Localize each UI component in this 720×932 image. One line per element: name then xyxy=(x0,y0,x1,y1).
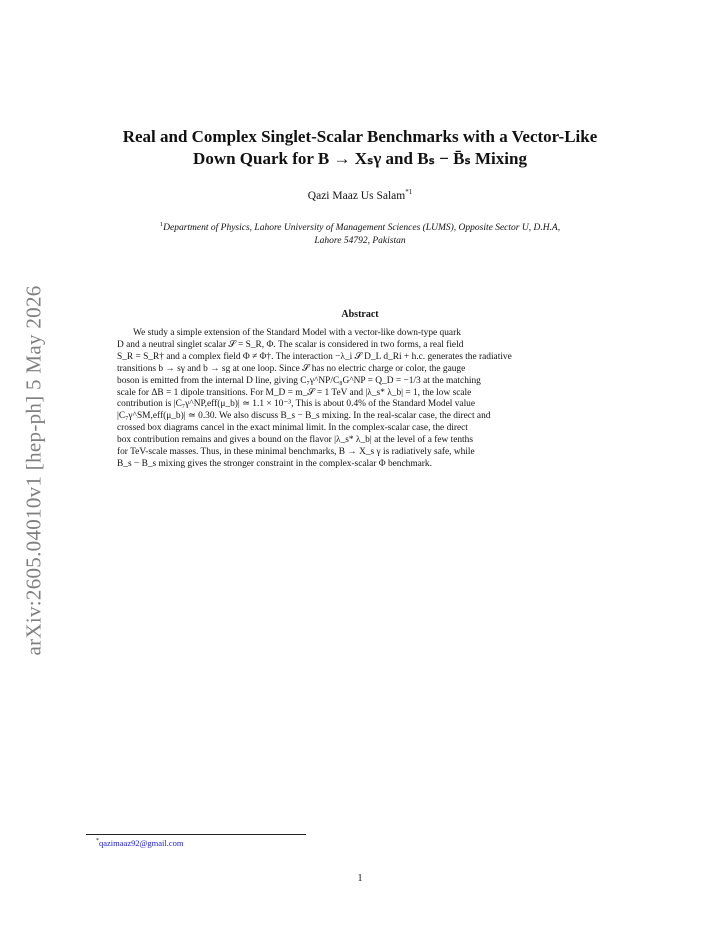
abstract-line: contribution is |C₇γ^NP,eff(μ_b)| ≃ 1.1 × 10⁻³, This is about 0.4% of the Standard Model value xyxy=(117,399,476,410)
abstract-line: |C₇γ^SM,eff(μ_b)| ≃ 0.30. We also discuss B_s − B̄_s mixing. In the real-scalar case, the direct and xyxy=(117,411,491,422)
author-email-link[interactable]: qazimaaz92@gmail.com xyxy=(99,838,184,848)
abstract-line: B_s − B̄_s mixing gives the stronger constraint in the complex-scalar Φ benchmark. xyxy=(117,458,432,469)
abstract-line: crossed box diagrams cancel in the exact minimal limit. In the complex-scalar case, the direct xyxy=(117,423,468,434)
affiliation xyxy=(80,218,640,248)
footnote-rule xyxy=(86,834,306,835)
author xyxy=(60,188,660,202)
page-number: 1 xyxy=(357,873,363,884)
title-line-1: Real and Complex Singlet-Scalar Benchmarks with a Vector-Like xyxy=(122,127,598,146)
abstract-line: S_R = S_R† and a complex field Φ ≠ Φ†. The interaction −λ_i 𝒮 D̄_L d_Ri + h.c. generates the radiative xyxy=(117,351,512,362)
abstract-line: transitions b → sγ and b → sg at one loop. Since 𝒮 has no electric charge or color, the gauge xyxy=(117,363,466,374)
author-affiliation-mark: *1 xyxy=(405,188,413,196)
abstract-line: boson is emitted from the internal D line, giving C₇γ^NP/C₈G^NP = Q_D = −1/3 at the matching xyxy=(117,375,481,386)
abstract-line: box contribution remains and gives a bound on the flavor |λ_s* λ_b| at the level of a few tenths xyxy=(117,435,473,446)
abstract-line: for TeV-scale masses. Thus, in these minimal benchmarks, B → X_s γ is radiatively safe, while xyxy=(117,447,475,458)
arxiv-identifier-stamp xyxy=(14,260,54,680)
author-name: Qazi Maaz Us Salam xyxy=(307,189,406,202)
abstract-heading: Abstract xyxy=(341,309,379,320)
affiliation-line-2: Lahore 54792, Pakistan xyxy=(314,236,406,247)
arxiv-identifier-text: arXiv:2605.04010v1 [hep-ph] 5 May 2026 xyxy=(21,284,46,656)
abstract-line: We study a simple extension of the Standard Model with a vector-like down-type quark xyxy=(133,328,461,338)
abstract-line: scale for ΔB = 1 dipole transitions. For M_D = m_𝒮 = 1 TeV and |λ_s* λ_b| = 1, the low scale xyxy=(117,387,472,398)
affiliation-mark: 1 xyxy=(159,221,164,228)
paper-title xyxy=(70,126,650,170)
footnote-mark: * xyxy=(96,838,99,845)
affiliation-text-1: Department of Physics, Lahore University of Management Sciences (LUMS), Opposite Sector U, D.H.A, xyxy=(163,223,561,234)
affiliation-line-1 xyxy=(80,218,640,235)
abstract-line: D and a neutral singlet scalar 𝒮 = S_R, Φ. The scalar is considered in two forms, a real field xyxy=(117,339,464,350)
title-line-2: Down Quark for B → Xₛγ and Bₛ − B̄ₛ Mixing xyxy=(193,149,527,168)
abstract-body xyxy=(117,328,604,471)
footnote xyxy=(96,838,184,848)
